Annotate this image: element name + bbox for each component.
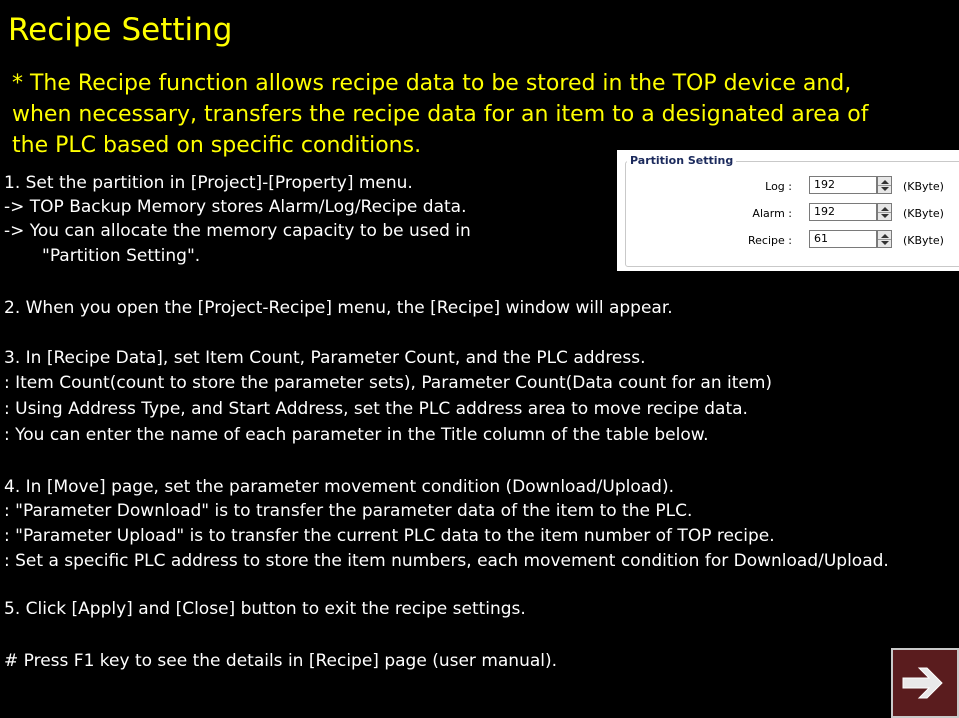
spin-down-icon (881, 214, 889, 218)
page-title: Recipe Setting (8, 12, 233, 48)
spin-down-icon (881, 187, 889, 191)
step-4-detail-2: : "Parameter Upload" is to transfer the current PLC data to the item number of TOP recipe. (4, 526, 775, 546)
step-4-detail-1: : "Parameter Download" is to transfer the parameter data of the item to the PLC. (4, 501, 693, 521)
partition-setting-title: Partition Setting (627, 154, 736, 167)
step-1-detail-3: "Partition Setting". (42, 246, 201, 266)
spin-up-icon (881, 207, 889, 211)
f1-help-note: # Press F1 key to see the details in [Recipe] page (user manual). (4, 651, 558, 671)
step-3-text: 3. In [Recipe Data], set Item Count, Parameter Count, and the PLC address. (4, 348, 646, 368)
step-1-text: 1. Set the partition in [Project]-[Property] menu. (4, 173, 413, 193)
step-4-detail-3: : Set a specific PLC address to store the item numbers, each movement condition for Download/Upload. (4, 551, 889, 571)
spin-up-icon (881, 234, 889, 238)
recipe-size-input[interactable]: 61 (809, 230, 877, 248)
recipe-label: Recipe : (748, 234, 792, 247)
log-size-spinner[interactable] (877, 176, 892, 194)
log-size-input[interactable]: 192 (809, 176, 877, 194)
intro-text: * The Recipe function allows recipe data to be stored in the TOP device and, when necessary, transfers the recipe data for an item to a designated area of the PLC based on specific conditions. (12, 71, 869, 158)
partition-row-alarm (617, 203, 959, 223)
partition-row-log (617, 176, 959, 196)
step-3-detail-1: : Item Count(count to store the parameter sets), Parameter Count(Data count for an item) (4, 373, 773, 393)
log-unit-label: (KByte) (903, 180, 944, 193)
recipe-size-spinner[interactable] (877, 230, 892, 248)
partition-setting-panel (617, 150, 959, 271)
alarm-unit-label: (KByte) (903, 207, 944, 220)
alarm-label: Alarm : (752, 207, 792, 220)
arrow-right-icon (893, 650, 957, 716)
step-4-text: 4. In [Move] page, set the parameter movement condition (Download/Upload). (4, 477, 674, 497)
step-1-detail-1: -> TOP Backup Memory stores Alarm/Log/Recipe data. (4, 197, 467, 217)
spin-down-icon (881, 241, 889, 245)
next-page-button[interactable] (891, 648, 959, 718)
partition-row-recipe (617, 230, 959, 250)
step-3-detail-3: : You can enter the name of each parameter in the Title column of the table below. (4, 425, 709, 445)
log-label: Log : (765, 180, 792, 193)
recipe-unit-label: (KByte) (903, 234, 944, 247)
alarm-size-spinner[interactable] (877, 203, 892, 221)
spin-up-icon (881, 180, 889, 184)
step-3-detail-2: : Using Address Type, and Start Address, set the PLC address area to move recipe data. (4, 399, 748, 419)
alarm-size-input[interactable]: 192 (809, 203, 877, 221)
step-5-text: 5. Click [Apply] and [Close] button to exit the recipe settings. (4, 599, 526, 619)
step-1-detail-2: -> You can allocate the memory capacity to be used in (4, 221, 471, 241)
step-2-text: 2. When you open the [Project-Recipe] menu, the [Recipe] window will appear. (4, 298, 673, 318)
